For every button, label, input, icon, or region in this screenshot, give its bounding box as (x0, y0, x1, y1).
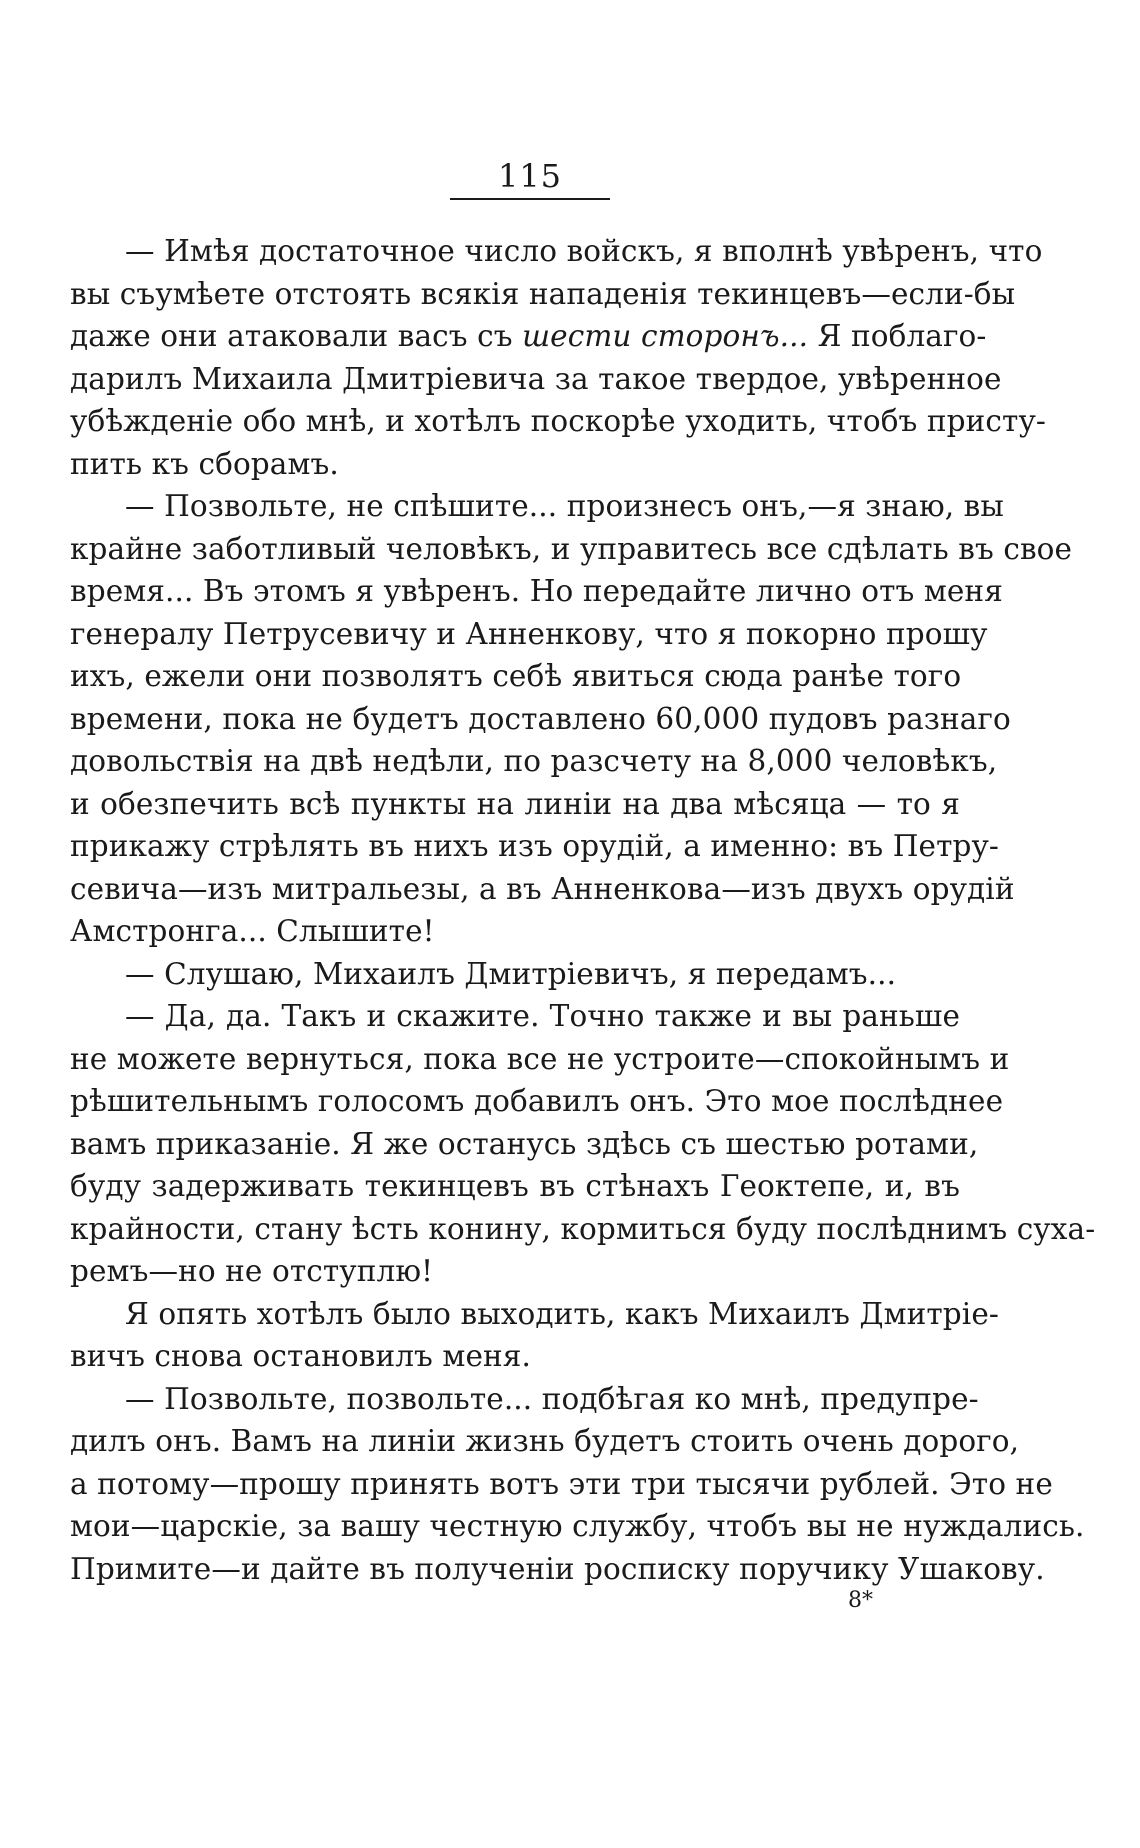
text-line: буду задерживать текинцевъ въ стѣнахъ Геоктепе, и, въ (70, 1169, 960, 1203)
text-line: а потому—прошу принять вотъ эти три тысячи рублей. Это не (70, 1466, 1053, 1501)
text-line: дарилъ Михаила Дмитріевича за такое твердое, увѣренное (70, 361, 1002, 396)
printer-signature-mark: 8* (848, 1588, 873, 1613)
text-line: севича—изъ митральезы, а въ Анненкова—изъ двухъ орудій (70, 871, 1015, 906)
text-line: — Слушаю, Михаилъ Дмитріевичъ, я передамъ... (125, 956, 897, 991)
italic-phrase: шести сторонъ... (522, 319, 809, 353)
text-line: — Имѣя достаточное число войскъ, я вполнѣ увѣренъ, что (125, 234, 1043, 268)
text-line: генералу Петрусевичу и Анненкову, что я покорно прошу (70, 616, 988, 651)
text-line: пить къ сборамъ. (70, 446, 339, 481)
text-line: — Да, да. Такъ и скажите. Точно также и вы раньше (125, 999, 960, 1033)
text-line: время... Въ этомъ я увѣренъ. Но передайте лично отъ меня (70, 574, 1003, 608)
text-line: — Позвольте, не спѣшите... произнесъ онъ,—я знаю, вы (125, 489, 1004, 523)
text-line: довольствія на двѣ недѣли, по разсчету на 8,000 человѣкъ, (70, 744, 998, 778)
text-line: не можете вернуться, пока все не устроите—спокойнымъ и (70, 1041, 1010, 1076)
text-line: крайности, стану ѣсть конину, кормиться буду послѣднимъ суха- (70, 1211, 1096, 1246)
text-line: Я опять хотѣлъ было выходить, какъ Михаилъ Дмитріе- (125, 1296, 999, 1331)
text-line: вы съумѣете отстоять всякія нападенія текинцевъ—если-бы (70, 276, 1016, 311)
text-line: Амстронга... Слышите! (70, 914, 435, 948)
text-line: ремъ—но не отступлю! (70, 1254, 434, 1288)
text-line: и обезпечить всѣ пункты на линіи на два мѣсяца — то я (70, 786, 960, 821)
text-line: убѣжденіе обо мнѣ, и хотѣлъ поскорѣе уходить, чтобъ присту- (70, 404, 1046, 438)
text-line: даже они атаковали васъ съ шести сторонъ... Я поблаго- (70, 319, 987, 353)
text-line: дилъ онъ. Вамъ на линіи жизнь будетъ стоить очень дорого, (70, 1424, 1020, 1458)
page-number-text: 115 (497, 157, 563, 195)
text-line: вичъ снова остановилъ меня. (70, 1339, 531, 1373)
page-number (450, 156, 610, 196)
text-line: ихъ, ежели они позволятъ себѣ явиться сюда ранѣе того (70, 659, 962, 693)
text-line: вамъ приказаніе. Я же останусь здѣсь съ шестью ротами, (70, 1126, 979, 1161)
text-line: Примите—и дайте въ полученіи росписку поручику Ушакову. (70, 1551, 1045, 1586)
text-line: мои—царскіе, за вашу честную службу, чтобъ вы не нуждались. (70, 1509, 1085, 1543)
page-number-rule (450, 198, 610, 200)
text-line: — Позвольте, позвольте... подбѣгая ко мнѣ, предупре- (125, 1381, 979, 1416)
text-line: рѣшительнымъ голосомъ добавилъ онъ. Это мое послѣднее (70, 1084, 1004, 1118)
text-line: времени, пока не будетъ доставлено 60,000 пудовъ разнаго (70, 701, 1011, 736)
text-line: крайне заботливый человѣкъ, и управитесь все сдѣлать въ свое (70, 531, 1073, 566)
text-body (70, 230, 1096, 1590)
text-line: прикажу стрѣлять въ нихъ изъ орудій, а именно: въ Петру- (70, 829, 1000, 863)
